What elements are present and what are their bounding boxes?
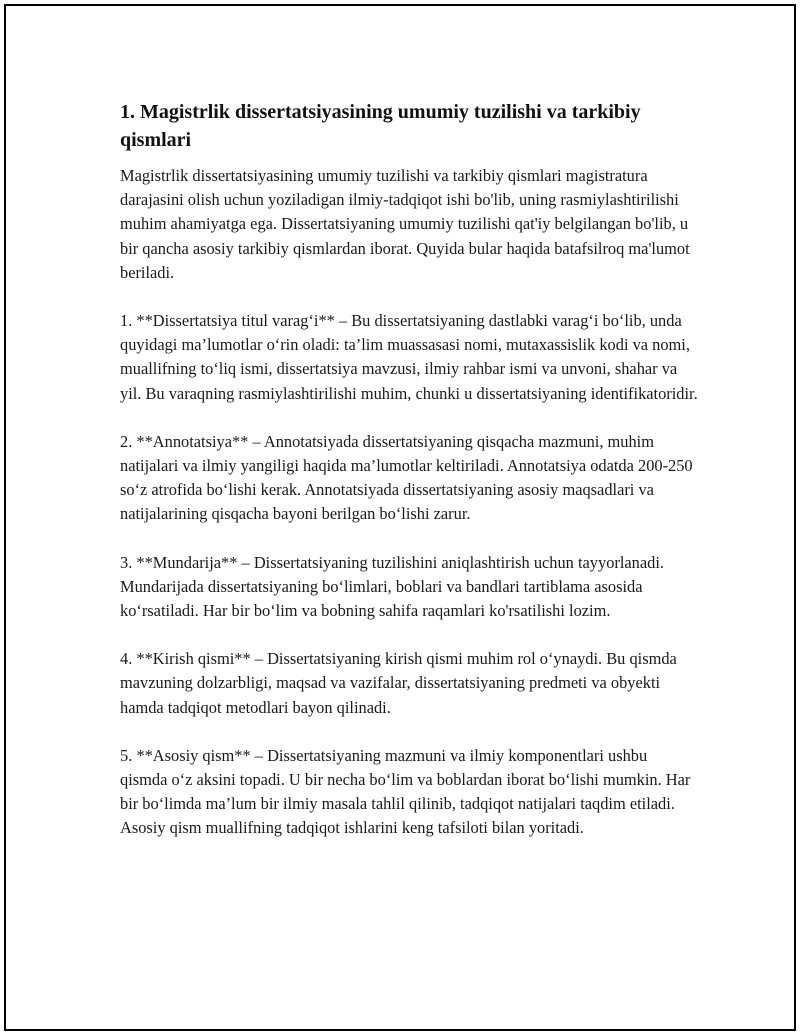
section-heading: 1. Magistrlik dissertatsiyasining umumiy tuzilishi va tarkibiy qismlari: [120, 101, 641, 151]
item-annotation-paragraph: 2. **Annotatsiya** – Annotatsiyada dissertatsiyaning qisqacha mazmuni, muhim natijalari va ilmiy yangiligi haqida ma’lumotlar keltiriladi. Annotatsiya odatda 200-250 so‘z atrofida bo‘lishi kerak. Annotatsiyada dissertatsiyaning asosiy maqsadlari va natijalarining qisqacha bayoni berilgan bo‘lishi zarur.: [120, 431, 693, 524]
item-title-page-paragraph: 1. **Dissertatsiya titul varag‘i** – Bu dissertatsiyaning dastlabki varag‘i bo‘lib, unda quyidagi ma’lumotlar o‘rin oladi: ta’lim muassasasi nomi, mutaxassislik kodi va nomi, muallifning to‘liq ismi, dissertatsiya mavzusi, ilmiy rahbar ismi va unvoni, shahar va yil. Bu varaqning rasmiylashtirilishi muhim, chunki u dissertatsiyaning identifikatoridir.: [120, 311, 698, 403]
item-introduction-paragraph: 4. **Kirish qismi** – Dissertatsiyaning kirish qismi muhim rol o‘ynaydi. Bu qismda mavzuning dolzarbligi, maqsad va vazifalar, dissertatsiyaning predmeti va obyekti hamda tadqiqot metodlari bayon qilinadi.: [120, 649, 677, 717]
intro-paragraph: Magistrlik dissertatsiyasining umumiy tuzilishi va tarkibiy qismlari magistratura darajasini olish uchun yoziladigan ilmiy-tadqiqot ishi bo'lib, uning rasmiylashtirilishi muhim ahamiyatga ega. Dissertatsiyaning umumiy tuzilishi qat'iy belgilangan bo'lib, u bir qancha asosiy tarkibiy qismlardan iborat. Quyida bular haqida batafsilroq ma'lumot beriladi.: [120, 166, 690, 282]
item-main-part-paragraph: 5. **Asosiy qism** – Dissertatsiyaning mazmuni va ilmiy komponentlari ushbu qismda o‘z aksini topadi. U bir necha bo‘lim va boblardan iborat bo‘lishi mumkin. Har bir bo‘limda ma’lum bir ilmiy masala tahlil qilinib, tadqiqot natijalari taqdim etiladi. Asosiy qism muallifning tadqiqot ishlarini keng tafsiloti bilan yoritadi.: [120, 745, 691, 838]
document-body: [120, 98, 698, 865]
item-contents-paragraph: 3. **Mundarija** – Dissertatsiyaning tuzilishini aniqlashtirish uchun tayyorlanadi. Mundarijada dissertatsiyaning bo‘limlari, boblari va bandlari tartiblama asosida ko‘rsatiladi. Har bir bo‘lim va bobning sahifa raqamlari ko'rsatilishi lozim.: [120, 552, 664, 621]
document-page: [4, 4, 796, 1031]
